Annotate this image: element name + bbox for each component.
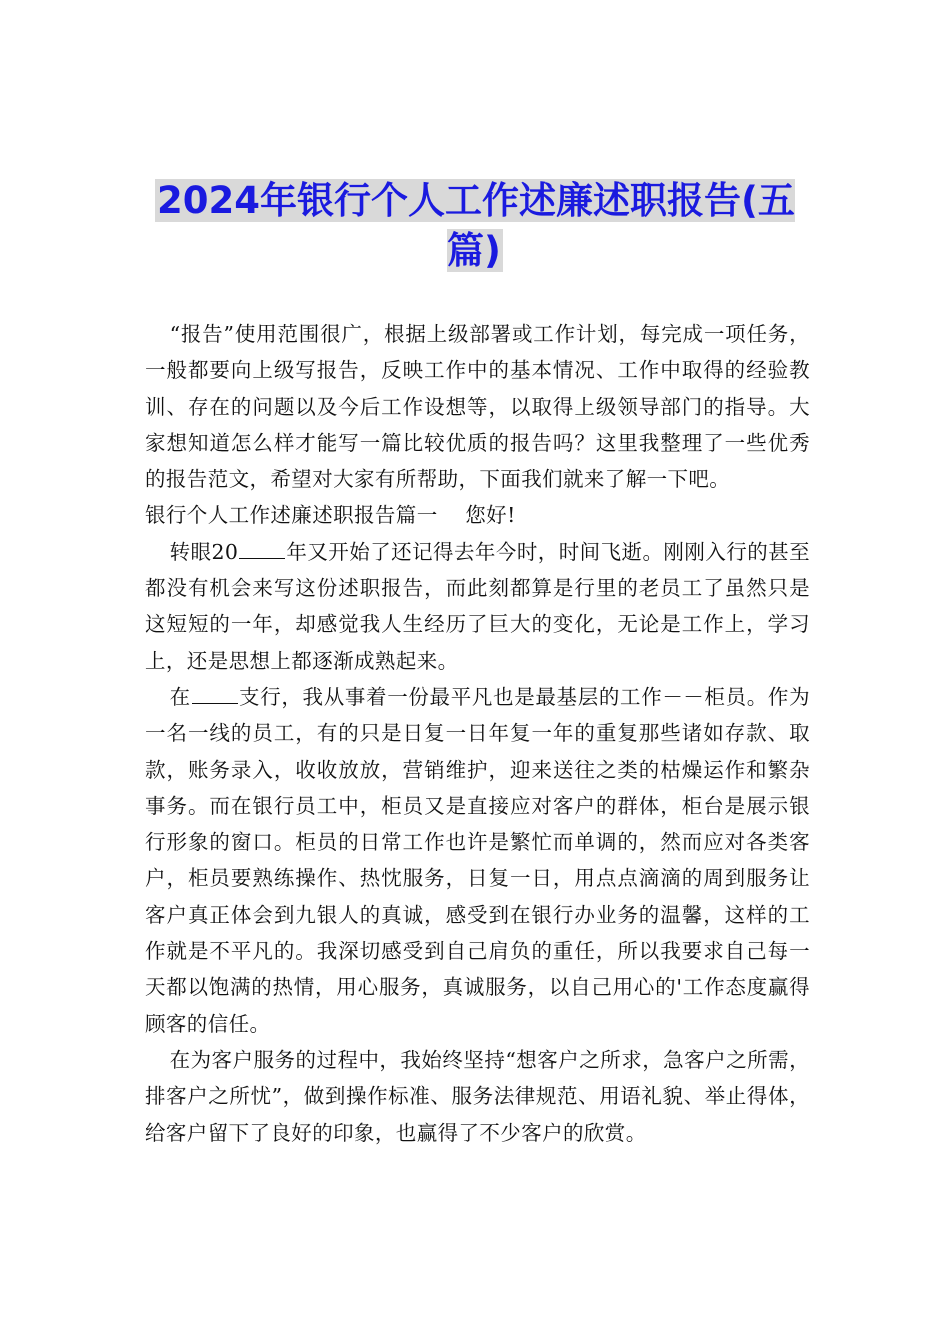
- document-body: [145, 316, 810, 1151]
- document-title: [140, 176, 810, 276]
- document-title-text: 2024年银行个人工作述廉述职报告(五篇): [157, 179, 795, 272]
- section-heading: 银行个人工作述廉述职报告篇一: [145, 503, 438, 528]
- section-heading-line: [145, 497, 810, 533]
- paragraph-2-rest: 支行，我从事着一份最平凡也是最基层的工作－－柜员。作为一名一线的员工，有的只是日复一日年复一年的重复那些诸如存款、取款，账务录入，收收放放，营销维护，迎来送往之类的枯燥运作和繁杂事务。而在银行员工中，柜员又是直接应对客户的群体，柜台是展示银行形象的窗口。柜员的日常工作也许是繁忙而单调的，然而应对各类客户，柜员要熟练操作、热忱服务，日复一日，用点点滴滴的周到服务让客户真正体会到九银人的真诚，感受到在银行办业务的温馨，这样的工作就是不平凡的。我深切感受到自己肩负的重任，所以我要求自己每一天都以饱满的热情，用心服务，真诚服务，以自己用心的'工作态度赢得顾客的信任。: [145, 684, 810, 1036]
- intro-paragraph: “报告”使用范围很广，根据上级部署或工作计划，每完成一项任务，一般都要向上级写报告，反映工作中的基本情况、工作中取得的经验教训、存在的问题以及今后工作设想等，以取得上级领导部门的指导。大家想知道怎么样才能写一篇比较优质的报告吗？这里我整理了一些优秀的报告范文，希望对大家有所帮助，下面我们就来了解一下吧。: [145, 322, 810, 492]
- paragraph-1-start: 转眼20: [169, 539, 239, 564]
- body-paragraph-3: 在为客户服务的过程中，我始终坚持“想客户之所求，急客户之所需，排客户之所忧”，做到操作标准、服务法律规范、用语礼貌、举止得体，给客户留下了良好的印象，也赢得了不少客户的欣赏。: [145, 1047, 810, 1145]
- greeting: 您好!: [465, 503, 516, 528]
- branch-blank: [192, 685, 238, 704]
- paragraph-2-start: 在: [169, 684, 191, 709]
- paragraph-1-rest: 年又开始了还记得去年今时，时间飞逝。刚刚入行的甚至都没有机会来写这份述职报告，而此刻都算是行里的老员工了虽然只是这短短的一年，却感觉我人生经历了巨大的变化，无论是工作上，学习上，还是思想上都逐渐成熟起来。: [145, 539, 811, 673]
- year-blank: [239, 540, 285, 559]
- body-paragraph-2: [145, 679, 810, 1042]
- body-paragraph-1: [145, 534, 810, 679]
